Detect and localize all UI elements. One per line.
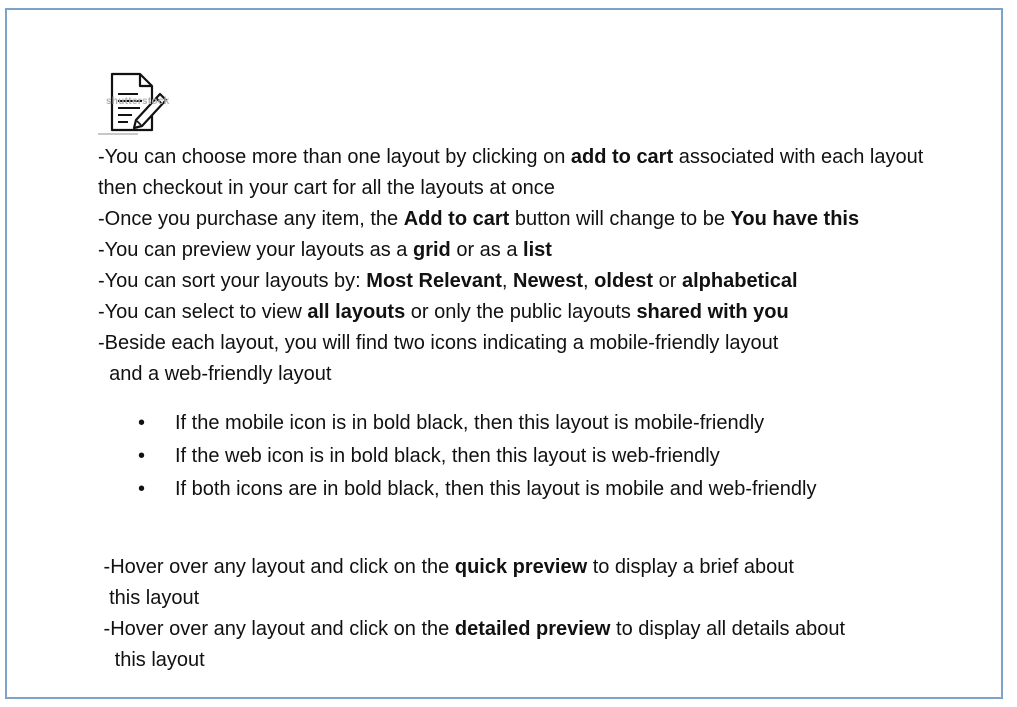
bold-term: detailed preview [454, 618, 611, 640]
bold-term: quick preview [454, 556, 588, 578]
text-run: , [583, 270, 595, 292]
hover-instruction-line [98, 648, 205, 672]
instruction-line [98, 331, 778, 355]
text-run: or [653, 270, 682, 292]
bullet-item [138, 444, 720, 468]
instruction-line [98, 207, 859, 231]
text-run: -Hover over any layout and click on the [98, 618, 455, 640]
text-run: -Beside each layout, you will find two icons indicating a mobile-friendly layout [98, 332, 779, 354]
bold-term: add to cart [570, 146, 674, 168]
bold-term: Newest [513, 270, 584, 292]
text-run: then checkout in your cart for all the layouts at once [98, 177, 555, 199]
watermark-text: shutterstock [106, 96, 170, 107]
text-run: -You can preview your layouts as a [98, 239, 413, 261]
text-run: or only the public layouts [405, 301, 637, 323]
bullet-item [138, 477, 816, 501]
bold-term: alphabetical [681, 270, 798, 292]
text-run: , [501, 270, 514, 292]
bold-term: You have this [730, 208, 860, 230]
bullet-marker: • [138, 412, 146, 434]
bullet-marker: • [138, 478, 146, 500]
text-run: to display a brief about [587, 556, 794, 578]
instruction-line [98, 269, 798, 293]
text-run: -Hover over any layout and click on the [98, 556, 455, 578]
bold-term: grid [413, 239, 451, 261]
bold-term: shared with you [636, 301, 789, 323]
text-run: button will change to be [509, 208, 731, 230]
bold-term: Most Relevant [366, 270, 502, 292]
bullet-text: If both icons are in bold black, then this layout is mobile and web-friendly [175, 478, 817, 500]
instruction-line [98, 176, 555, 200]
instruction-line [98, 362, 331, 386]
text-run: this layout [98, 649, 205, 671]
instruction-line [98, 145, 923, 169]
text-run: associated with each layout [673, 146, 924, 168]
bullet-marker: • [138, 445, 146, 467]
hover-instruction-line [98, 586, 199, 610]
text-run: -You can sort your layouts by: [98, 270, 367, 292]
bold-term: list [523, 239, 552, 261]
text-run: or as a [450, 239, 524, 261]
instruction-line [98, 300, 789, 324]
text-run: -You can select to view [98, 301, 308, 323]
bold-term: oldest [594, 270, 654, 292]
text-run: -Once you purchase any item, the [98, 208, 404, 230]
text-run: this layout [98, 587, 200, 609]
bullet-text: If the web icon is in bold black, then this layout is web-friendly [175, 445, 720, 467]
text-run: -You can choose more than one layout by clicking on [98, 146, 571, 168]
bullet-item [138, 411, 764, 435]
bold-term: Add to cart [403, 208, 510, 230]
text-run: to display all details about [610, 618, 846, 640]
hover-instruction-line [98, 617, 845, 641]
instruction-line [98, 238, 552, 262]
bold-term: all layouts [307, 301, 406, 323]
bullet-text: If the mobile icon is in bold black, then this layout is mobile-friendly [175, 412, 765, 434]
hover-instruction-line [98, 555, 794, 579]
text-run: and a web-friendly layout [98, 363, 332, 385]
